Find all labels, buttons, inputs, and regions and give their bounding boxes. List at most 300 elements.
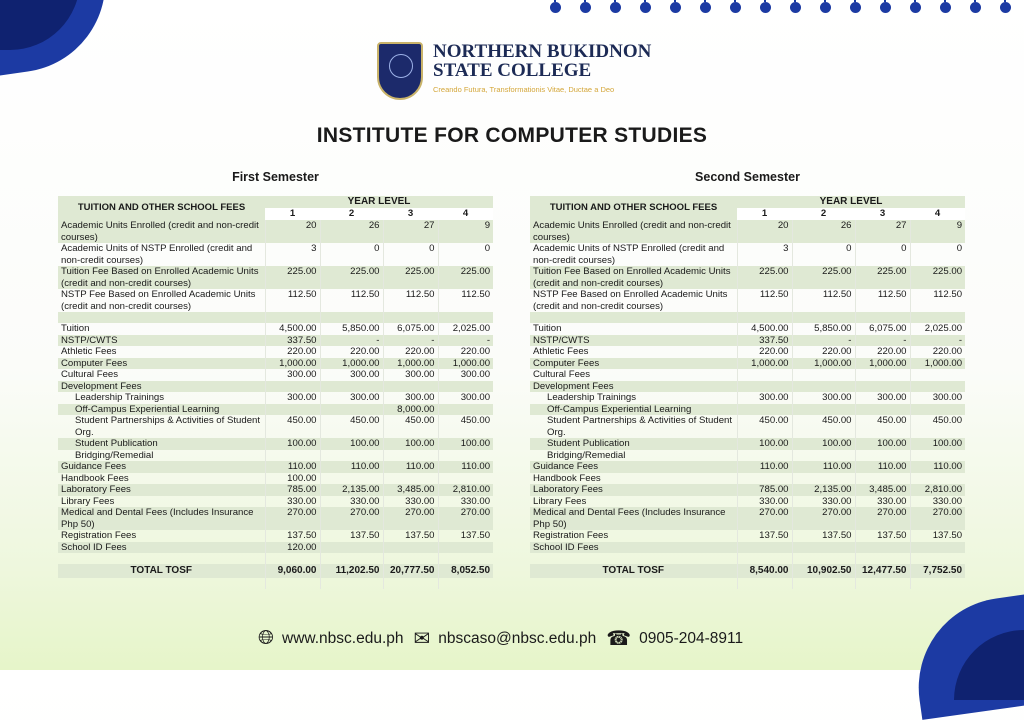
fee-value-year-3: 3,485.00 — [855, 484, 910, 496]
fee-value-year-3: 100.00 — [383, 438, 438, 450]
fee-value-year-1: 4,500.00 — [737, 323, 792, 335]
fee-value-year-3: - — [383, 335, 438, 347]
fee-value-year-2 — [792, 369, 855, 381]
fee-value-year-3: 137.50 — [855, 530, 910, 542]
fee-value-year-3: 270.00 — [855, 507, 910, 530]
fee-label: Library Fees — [61, 495, 115, 507]
fee-value-year-1: 337.50 — [737, 335, 792, 347]
fee-value-year-4: 2,810.00 — [438, 484, 493, 496]
fee-value-year-4 — [910, 381, 965, 393]
fee-value-year-4: 137.50 — [910, 530, 965, 542]
column-header-year-level: YEAR LEVEL — [737, 196, 965, 208]
fee-value-year-2: 112.50 — [792, 289, 855, 312]
year-header-2: 2 — [320, 208, 383, 220]
fee-value-year-4 — [438, 404, 493, 416]
blank-row — [58, 553, 493, 564]
fee-value-year-3: 20,777.50 — [383, 564, 438, 578]
fee-value-year-4: 112.50 — [438, 289, 493, 312]
semester-title-first: First Semester — [232, 170, 319, 184]
fee-value-year-2: 26 — [320, 220, 383, 243]
fee-value-year-4 — [910, 404, 965, 416]
fee-value-year-2: 2,135.00 — [320, 484, 383, 496]
fee-value-year-2: 225.00 — [792, 266, 855, 289]
fee-value-year-1: 300.00 — [737, 392, 792, 404]
fee-value-year-4 — [910, 542, 965, 554]
fee-value-year-1: 225.00 — [737, 266, 792, 289]
table-row — [58, 450, 493, 462]
fee-value-year-4: 110.00 — [910, 461, 965, 473]
fee-value-year-3: 330.00 — [855, 496, 910, 508]
column-header-fees: TUITION AND OTHER SCHOOL FEES — [530, 196, 737, 220]
table-row — [530, 243, 965, 266]
fee-value-year-1: 270.00 — [737, 507, 792, 530]
fee-label: Library Fees — [533, 495, 587, 507]
table-row — [530, 220, 965, 243]
fee-value-year-1: 4,500.00 — [265, 323, 320, 335]
fee-value-year-4 — [438, 473, 493, 485]
fee-value-year-3 — [855, 369, 910, 381]
decor-hanging-dots — [550, 2, 1011, 13]
fee-value-year-2: 5,850.00 — [320, 323, 383, 335]
fee-value-year-3: 6,075.00 — [855, 323, 910, 335]
college-motto: Creando Futura, Transformationis Vitae, Ductae a Deo — [433, 85, 615, 94]
fee-value-year-2: 100.00 — [320, 438, 383, 450]
fee-label: School ID Fees — [61, 541, 127, 553]
fee-value-year-1: 112.50 — [737, 289, 792, 312]
fee-value-year-3 — [855, 450, 910, 462]
page-title: INSTITUTE FOR COMPUTER STUDIES — [316, 124, 708, 147]
fee-value-year-4: 8,052.50 — [438, 564, 493, 578]
fee-value-year-2: 450.00 — [792, 415, 855, 438]
fee-value-year-1: 220.00 — [737, 346, 792, 358]
fee-value-year-3: 450.00 — [855, 415, 910, 438]
fee-value-year-2 — [320, 473, 383, 485]
fee-label: NSTP/CWTS — [61, 334, 118, 346]
fee-value-year-3: 1,000.00 — [383, 358, 438, 370]
fee-value-year-3 — [855, 473, 910, 485]
fee-label: NSTP Fee Based on Enrolled Academic Units (credit and non-credit courses) — [533, 289, 728, 312]
college-name-line2: STATE COLLEGE — [433, 60, 592, 81]
fee-label: NSTP/CWTS — [533, 334, 590, 346]
fee-value-year-2: 1,000.00 — [320, 358, 383, 370]
fee-label: Cultural Fees — [533, 369, 591, 380]
table-row — [530, 461, 965, 473]
fee-value-year-2 — [792, 404, 855, 416]
fee-value-year-2 — [320, 450, 383, 462]
fee-label: Student Partnerships & Activities of Student Org. — [547, 415, 733, 438]
fee-value-year-4: 0 — [910, 243, 965, 266]
fee-value-year-3: 300.00 — [383, 392, 438, 404]
fee-label: Medical and Dental Fees (Includes Insurance Php 50) — [61, 507, 254, 530]
fee-label: School ID Fees — [533, 541, 599, 553]
blank-row — [58, 578, 493, 589]
fee-label: Tuition Fee Based on Enrolled Academic Units (credit and non-credit courses) — [61, 266, 259, 289]
fee-value-year-2 — [320, 404, 383, 416]
table-row — [58, 530, 493, 542]
website-link[interactable]: www.nbsc.edu.ph — [282, 629, 404, 647]
fee-label: Academic Units Enrolled (credit and non-credit courses) — [61, 220, 259, 243]
fee-value-year-4 — [438, 542, 493, 554]
fee-value-year-3: 0 — [855, 243, 910, 266]
fee-value-year-2: 137.50 — [792, 530, 855, 542]
year-header-3: 3 — [855, 208, 910, 220]
fee-value-year-2 — [792, 450, 855, 462]
fee-value-year-3: 27 — [383, 220, 438, 243]
fee-value-year-4: 220.00 — [438, 346, 493, 358]
fee-value-year-1: 8,540.00 — [737, 564, 792, 578]
fee-value-year-3: 100.00 — [855, 438, 910, 450]
fee-value-year-4: 300.00 — [438, 392, 493, 404]
fee-value-year-4: 1,000.00 — [438, 358, 493, 370]
fee-label: Medical and Dental Fees (Includes Insurance Php 50) — [533, 507, 726, 530]
fee-value-year-2: 330.00 — [320, 496, 383, 508]
table-row — [58, 335, 493, 347]
fee-value-year-4 — [438, 381, 493, 393]
fee-value-year-1: 100.00 — [265, 473, 320, 485]
fee-label: TOTAL TOSF — [130, 565, 192, 577]
fee-value-year-4 — [910, 473, 965, 485]
fee-value-year-4: 450.00 — [438, 415, 493, 438]
fee-label: Off-Campus Experiential Learning — [75, 403, 220, 415]
fee-label: Registration Fees — [533, 530, 609, 541]
fee-value-year-1: 100.00 — [737, 438, 792, 450]
fee-value-year-1: 450.00 — [265, 415, 320, 438]
fee-value-year-4: 100.00 — [438, 438, 493, 450]
blank-row — [530, 578, 965, 589]
fee-value-year-4: 110.00 — [438, 461, 493, 473]
fee-value-year-2: 10,902.50 — [792, 564, 855, 578]
fee-value-year-1: 137.50 — [737, 530, 792, 542]
fee-value-year-4: 9 — [910, 220, 965, 243]
fee-value-year-1: 1,000.00 — [737, 358, 792, 370]
fee-value-year-2: 5,850.00 — [792, 323, 855, 335]
fee-value-year-2: 110.00 — [320, 461, 383, 473]
fee-value-year-1: 20 — [737, 220, 792, 243]
fee-value-year-4: 270.00 — [438, 507, 493, 530]
fee-label: Handbook Fees — [61, 472, 129, 484]
fee-value-year-1: 785.00 — [737, 484, 792, 496]
column-header-fees: TUITION AND OTHER SCHOOL FEES — [58, 196, 265, 220]
fee-value-year-3 — [383, 542, 438, 554]
fee-value-year-1: 270.00 — [265, 507, 320, 530]
fee-value-year-4: 225.00 — [438, 266, 493, 289]
fee-value-year-3: - — [855, 335, 910, 347]
fee-value-year-1: 330.00 — [265, 496, 320, 508]
phone-icon: ☎︎ — [606, 628, 632, 650]
table-row — [58, 496, 493, 508]
fee-label: Handbook Fees — [533, 472, 601, 484]
fee-value-year-4 — [910, 450, 965, 462]
fee-label: Off-Campus Experiential Learning — [547, 403, 692, 415]
fee-label: Guidance Fees — [61, 461, 127, 472]
college-seal-icon — [377, 42, 423, 100]
table-row — [58, 346, 493, 358]
fee-value-year-2: 0 — [320, 243, 383, 266]
fee-value-year-1: 300.00 — [265, 392, 320, 404]
fee-value-year-1: 120.00 — [265, 542, 320, 554]
fee-value-year-4: 100.00 — [910, 438, 965, 450]
table-row — [530, 381, 965, 393]
fee-value-year-4: 330.00 — [438, 496, 493, 508]
fee-label: Laboratory Fees — [61, 484, 131, 495]
fee-value-year-4 — [910, 369, 965, 381]
table-row — [530, 542, 965, 554]
fee-label: Student Partnerships & Activities of Student Org. — [75, 415, 261, 438]
fee-value-year-2 — [792, 473, 855, 485]
fee-value-year-4: - — [910, 335, 965, 347]
fee-value-year-4: 300.00 — [910, 392, 965, 404]
fee-value-year-1: 3 — [737, 243, 792, 266]
fee-value-year-3: 12,477.50 — [855, 564, 910, 578]
fee-value-year-3: 8,000.00 — [383, 404, 438, 416]
fee-value-year-3: 6,075.00 — [383, 323, 438, 335]
table-row — [530, 484, 965, 496]
fee-value-year-1: 110.00 — [737, 461, 792, 473]
fee-value-year-3: 27 — [855, 220, 910, 243]
year-header-2: 2 — [792, 208, 855, 220]
table-row — [530, 323, 965, 335]
fee-value-year-1: 20 — [265, 220, 320, 243]
table-row — [58, 266, 493, 289]
table-row — [530, 496, 965, 508]
table-row — [58, 473, 493, 485]
fee-value-year-1: 330.00 — [737, 496, 792, 508]
fee-label: NSTP Fee Based on Enrolled Academic Units (credit and non-credit courses) — [61, 289, 256, 312]
fee-value-year-4: 9 — [438, 220, 493, 243]
table-row — [58, 381, 493, 393]
fee-label: Laboratory Fees — [533, 484, 603, 495]
fee-value-year-2: - — [792, 335, 855, 347]
fee-value-year-4: 2,810.00 — [910, 484, 965, 496]
fee-value-year-2: 300.00 — [320, 369, 383, 381]
fee-value-year-2: 220.00 — [792, 346, 855, 358]
fee-value-year-1: 1,000.00 — [265, 358, 320, 370]
year-header-4: 4 — [438, 208, 493, 220]
fee-value-year-2: 220.00 — [320, 346, 383, 358]
fee-value-year-2: 100.00 — [792, 438, 855, 450]
fee-value-year-1: 3 — [265, 243, 320, 266]
fee-table-first-semester — [58, 196, 493, 589]
table-row — [58, 289, 493, 312]
fee-value-year-2 — [320, 542, 383, 554]
fee-value-year-2: 1,000.00 — [792, 358, 855, 370]
fee-label: Student Publication — [75, 438, 158, 449]
fee-value-year-1 — [737, 381, 792, 393]
table-row — [530, 358, 965, 370]
column-header-year-level: YEAR LEVEL — [265, 196, 493, 208]
fee-label: Tuition Fee Based on Enrolled Academic Units (credit and non-credit courses) — [533, 266, 731, 289]
table-row — [530, 392, 965, 404]
fee-value-year-2: 137.50 — [320, 530, 383, 542]
fee-value-year-1 — [737, 473, 792, 485]
table-row — [58, 542, 493, 554]
fee-value-year-4: 270.00 — [910, 507, 965, 530]
fee-label: Bridging/Remedial — [547, 449, 626, 461]
table-row — [58, 358, 493, 370]
fee-value-year-3 — [383, 450, 438, 462]
fee-value-year-1 — [265, 450, 320, 462]
fee-label: Athletic Fees — [61, 346, 117, 357]
fee-value-year-3: 220.00 — [383, 346, 438, 358]
globe-icon: 🌐︎ — [258, 627, 274, 649]
table-row — [530, 415, 965, 438]
fee-label: Computer Fees — [61, 357, 128, 369]
fee-label: Academic Units Enrolled (credit and non-credit courses) — [533, 220, 731, 243]
fee-label: Academic Units of NSTP Enrolled (credit and non-credit courses) — [61, 243, 253, 266]
fee-value-year-4: 7,752.50 — [910, 564, 965, 578]
table-row — [530, 404, 965, 416]
fee-value-year-2 — [320, 381, 383, 393]
table-row — [58, 438, 493, 450]
fee-value-year-1: 9,060.00 — [265, 564, 320, 578]
fee-value-year-4: 225.00 — [910, 266, 965, 289]
fee-label: Tuition — [61, 323, 90, 334]
fee-value-year-3: 225.00 — [383, 266, 438, 289]
table-row — [530, 369, 965, 381]
fee-label: Development Fees — [533, 380, 614, 392]
year-header-1: 1 — [265, 208, 320, 220]
table-row — [530, 530, 965, 542]
fee-value-year-1: 450.00 — [737, 415, 792, 438]
fee-value-year-3: 112.50 — [383, 289, 438, 312]
fee-value-year-3 — [383, 473, 438, 485]
email-link[interactable]: nbscaso@nbsc.edu.ph — [438, 629, 597, 647]
fee-label: Bridging/Remedial — [75, 449, 154, 461]
table-row — [58, 369, 493, 381]
table-row — [58, 484, 493, 496]
fee-value-year-2: 110.00 — [792, 461, 855, 473]
phone-number[interactable]: 0905-204-8911 — [639, 629, 744, 647]
fee-value-year-3 — [855, 404, 910, 416]
fee-label: Guidance Fees — [533, 461, 599, 472]
fee-value-year-2: - — [320, 335, 383, 347]
blank-row — [58, 312, 493, 323]
table-row — [58, 507, 493, 530]
table-row — [530, 335, 965, 347]
table-row — [58, 415, 493, 438]
fee-value-year-4: - — [438, 335, 493, 347]
fee-value-year-2: 2,135.00 — [792, 484, 855, 496]
fee-value-year-3: 1,000.00 — [855, 358, 910, 370]
table-row — [530, 289, 965, 312]
fee-value-year-3: 270.00 — [383, 507, 438, 530]
table-row — [58, 243, 493, 266]
fee-value-year-3 — [855, 542, 910, 554]
fee-value-year-1: 220.00 — [265, 346, 320, 358]
semester-title-second: Second Semester — [695, 170, 800, 184]
fee-label: Tuition — [533, 323, 562, 334]
fee-value-year-3: 225.00 — [855, 266, 910, 289]
fee-value-year-1: 112.50 — [265, 289, 320, 312]
fee-value-year-1: 100.00 — [265, 438, 320, 450]
fee-value-year-4: 137.50 — [438, 530, 493, 542]
envelope-icon: ✉︎ — [413, 628, 431, 650]
fee-value-year-1: 337.50 — [265, 335, 320, 347]
fee-value-year-2: 270.00 — [320, 507, 383, 530]
fee-value-year-4: 300.00 — [438, 369, 493, 381]
year-header-1: 1 — [737, 208, 792, 220]
total-row — [530, 564, 965, 578]
fee-label: Leadership Trainings — [547, 392, 637, 403]
fee-label: Registration Fees — [61, 530, 137, 541]
table-row — [58, 392, 493, 404]
fee-value-year-4: 220.00 — [910, 346, 965, 358]
fee-value-year-3: 220.00 — [855, 346, 910, 358]
fee-value-year-1: 785.00 — [265, 484, 320, 496]
table-row — [530, 507, 965, 530]
fee-value-year-3: 450.00 — [383, 415, 438, 438]
fee-value-year-2: 300.00 — [320, 392, 383, 404]
table-row — [530, 346, 965, 358]
total-row — [58, 564, 493, 578]
fee-value-year-4: 1,000.00 — [910, 358, 965, 370]
table-row — [530, 450, 965, 462]
year-header-4: 4 — [910, 208, 965, 220]
fee-value-year-4: 2,025.00 — [438, 323, 493, 335]
fee-value-year-3: 137.50 — [383, 530, 438, 542]
fee-value-year-3: 110.00 — [855, 461, 910, 473]
fee-value-year-2: 450.00 — [320, 415, 383, 438]
contact-footer — [258, 626, 753, 651]
fee-value-year-1: 225.00 — [265, 266, 320, 289]
fee-value-year-1: 110.00 — [265, 461, 320, 473]
blank-row — [530, 312, 965, 323]
table-row — [530, 266, 965, 289]
fee-value-year-4: 2,025.00 — [910, 323, 965, 335]
fee-table-second-semester — [530, 196, 965, 589]
fee-value-year-1 — [737, 450, 792, 462]
fee-label: Computer Fees — [533, 357, 600, 369]
table-row — [58, 404, 493, 416]
fee-value-year-3 — [383, 381, 438, 393]
fee-value-year-1: 137.50 — [265, 530, 320, 542]
fee-label: Cultural Fees — [61, 369, 119, 380]
fee-value-year-4: 0 — [438, 243, 493, 266]
fee-label: Leadership Trainings — [75, 392, 165, 403]
fee-label: Student Publication — [547, 438, 630, 449]
fee-value-year-1 — [737, 542, 792, 554]
fee-value-year-2: 11,202.50 — [320, 564, 383, 578]
fee-value-year-4: 450.00 — [910, 415, 965, 438]
fee-value-year-3 — [855, 381, 910, 393]
fee-value-year-4 — [438, 450, 493, 462]
fee-value-year-2: 26 — [792, 220, 855, 243]
fee-label: Academic Units of NSTP Enrolled (credit and non-credit courses) — [533, 243, 725, 266]
fee-value-year-2: 112.50 — [320, 289, 383, 312]
table-row — [58, 461, 493, 473]
fee-value-year-2: 0 — [792, 243, 855, 266]
table-row — [530, 473, 965, 485]
fee-value-year-3: 300.00 — [383, 369, 438, 381]
fee-value-year-2 — [792, 381, 855, 393]
fee-value-year-4: 330.00 — [910, 496, 965, 508]
fee-value-year-2: 330.00 — [792, 496, 855, 508]
fee-value-year-4: 112.50 — [910, 289, 965, 312]
fee-value-year-1: 300.00 — [265, 369, 320, 381]
fee-label: TOTAL TOSF — [602, 565, 664, 577]
table-row — [58, 323, 493, 335]
college-logo — [377, 42, 651, 100]
fee-value-year-1 — [737, 369, 792, 381]
fee-value-year-3: 300.00 — [855, 392, 910, 404]
fee-value-year-1 — [265, 381, 320, 393]
table-row — [58, 220, 493, 243]
fee-value-year-3: 330.00 — [383, 496, 438, 508]
fee-value-year-2: 270.00 — [792, 507, 855, 530]
blank-row — [530, 553, 965, 564]
fee-value-year-3: 112.50 — [855, 289, 910, 312]
college-name-line1: NORTHERN BUKIDNON — [433, 41, 652, 62]
